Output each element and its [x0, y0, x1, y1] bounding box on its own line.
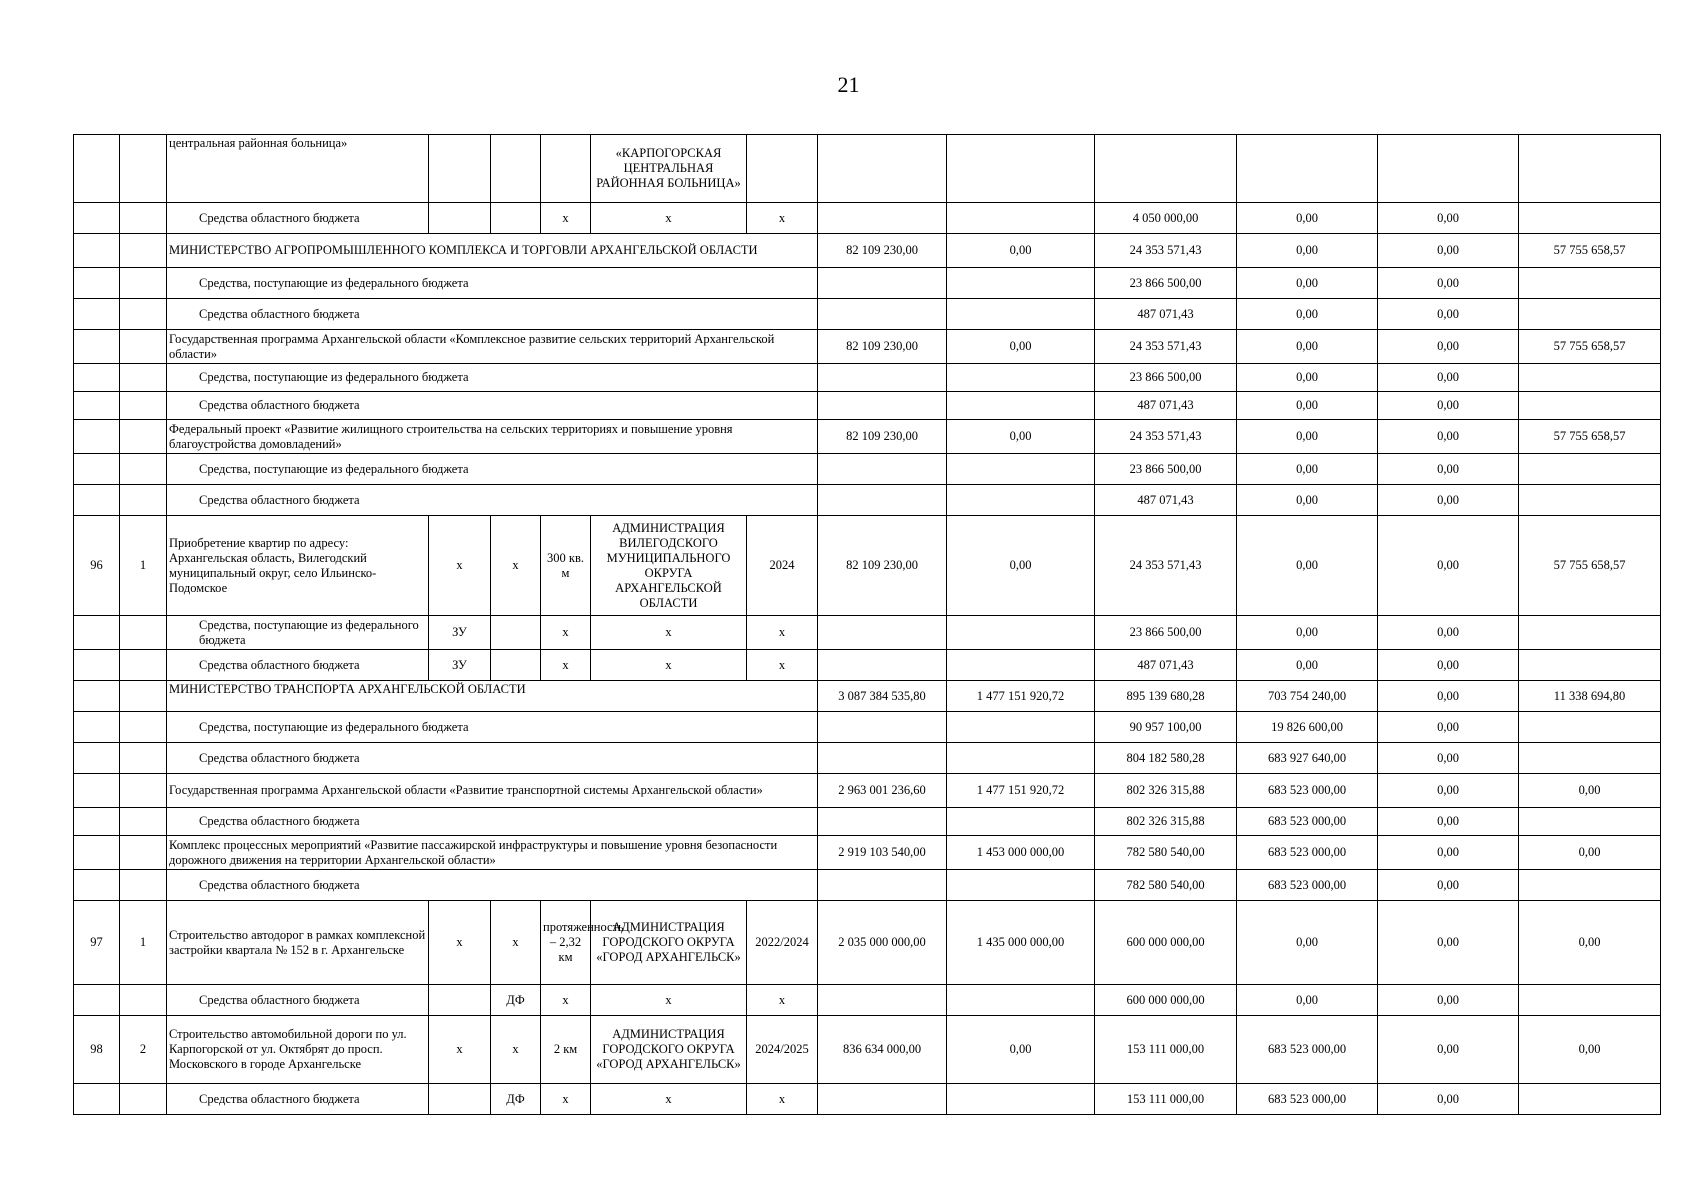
amount-v3: 24 353 571,43	[1095, 420, 1237, 454]
row-number	[74, 808, 120, 836]
funding-source-name: Средства областного бюджета	[167, 203, 429, 234]
row-sub-number	[120, 330, 167, 364]
row-number	[74, 681, 120, 712]
table-row	[74, 870, 1661, 901]
amount-v5: 0,00	[1378, 650, 1519, 681]
customer-cell: x	[591, 985, 747, 1016]
amount-v3: 90 957 100,00	[1095, 712, 1237, 743]
row-sub-number	[120, 234, 167, 268]
amount-v3: 23 866 500,00	[1095, 364, 1237, 392]
row-sub-number	[120, 836, 167, 870]
cell-col5: x	[491, 901, 541, 985]
cell-col5: x	[491, 516, 541, 616]
row-sub-number	[120, 985, 167, 1016]
amount-v6	[1519, 299, 1661, 330]
amount-v3: 24 353 571,43	[1095, 516, 1237, 616]
row-sub-number	[120, 1084, 167, 1115]
row-sub-number	[120, 364, 167, 392]
cell-col5	[491, 650, 541, 681]
table-row	[74, 392, 1661, 420]
amount-v2: 1 477 151 920,72	[947, 774, 1095, 808]
amount-v3: 782 580 540,00	[1095, 870, 1237, 901]
cell-col5	[491, 135, 541, 203]
amount-v5: 0,00	[1378, 268, 1519, 299]
row-sub-number	[120, 135, 167, 203]
cell-col4	[429, 1084, 491, 1115]
table-row	[74, 650, 1661, 681]
section-name: Федеральный проект «Развитие жилищного строительства на сельских территориях и повышение уровня благоустройства домовладений»	[167, 420, 818, 454]
amount-v3: 487 071,43	[1095, 392, 1237, 420]
amount-v4: 0,00	[1237, 985, 1378, 1016]
amount-v4: 0,00	[1237, 364, 1378, 392]
cell-col5	[491, 203, 541, 234]
amount-v6	[1519, 392, 1661, 420]
amount-v2	[947, 870, 1095, 901]
row-sub-number	[120, 712, 167, 743]
row-sub-number	[120, 681, 167, 712]
amount-v3: 802 326 315,88	[1095, 808, 1237, 836]
amount-v4: 683 523 000,00	[1237, 808, 1378, 836]
amount-v5: 0,00	[1378, 364, 1519, 392]
capacity-cell: x	[541, 203, 591, 234]
capacity-cell	[541, 135, 591, 203]
amount-v3: 782 580 540,00	[1095, 836, 1237, 870]
amount-v3	[1095, 135, 1237, 203]
cell-col4	[429, 203, 491, 234]
cell-col4	[429, 985, 491, 1016]
table-row	[74, 268, 1661, 299]
amount-v4: 0,00	[1237, 901, 1378, 985]
table-row	[74, 516, 1661, 616]
amount-v1	[818, 268, 947, 299]
row-sub-number	[120, 268, 167, 299]
row-number	[74, 870, 120, 901]
section-name: МИНИСТЕРСТВО ТРАНСПОРТА АРХАНГЕЛЬСКОЙ ОБЛАСТИ	[167, 681, 818, 712]
section-name: МИНИСТЕРСТВО АГРОПРОМЫШЛЕННОГО КОМПЛЕКСА И ТОРГОВЛИ АРХАНГЕЛЬСКОЙ ОБЛАСТИ	[167, 234, 818, 268]
funding-source-name: Средства областного бюджета	[167, 808, 818, 836]
row-sub-number	[120, 454, 167, 485]
amount-v2	[947, 1084, 1095, 1115]
amount-v1: 82 109 230,00	[818, 330, 947, 364]
period-cell: x	[747, 1084, 818, 1115]
table-row	[74, 743, 1661, 774]
amount-v1	[818, 650, 947, 681]
amount-v4: 683 523 000,00	[1237, 774, 1378, 808]
row-number	[74, 743, 120, 774]
amount-v3: 23 866 500,00	[1095, 616, 1237, 650]
amount-v4: 703 754 240,00	[1237, 681, 1378, 712]
cell-col5: ДФ	[491, 1084, 541, 1115]
cell-col5: x	[491, 1016, 541, 1084]
row-sub-number	[120, 203, 167, 234]
cell-col4: x	[429, 1016, 491, 1084]
table-row	[74, 299, 1661, 330]
amount-v6: 0,00	[1519, 836, 1661, 870]
row-sub-number	[120, 743, 167, 774]
amount-v5: 0,00	[1378, 234, 1519, 268]
amount-v2	[947, 712, 1095, 743]
row-number	[74, 234, 120, 268]
object-name: Строительство автодорог в рамках комплексной застройки квартала № 152 в г. Архангельске	[167, 901, 429, 985]
amount-v2	[947, 616, 1095, 650]
amount-v6: 57 755 658,57	[1519, 516, 1661, 616]
amount-v5: 0,00	[1378, 454, 1519, 485]
amount-v6	[1519, 985, 1661, 1016]
table-row	[74, 985, 1661, 1016]
table-row	[74, 901, 1661, 985]
amount-v3: 487 071,43	[1095, 299, 1237, 330]
row-number	[74, 985, 120, 1016]
amount-v5: 0,00	[1378, 985, 1519, 1016]
amount-v2	[947, 743, 1095, 774]
amount-v1	[818, 364, 947, 392]
amount-v1	[818, 392, 947, 420]
amount-v5: 0,00	[1378, 870, 1519, 901]
row-number	[74, 1084, 120, 1115]
row-number	[74, 485, 120, 516]
amount-v2	[947, 299, 1095, 330]
period-cell: x	[747, 616, 818, 650]
amount-v4	[1237, 135, 1378, 203]
period-cell: 2024	[747, 516, 818, 616]
amount-v1	[818, 299, 947, 330]
amount-v1: 2 963 001 236,60	[818, 774, 947, 808]
row-number: 96	[74, 516, 120, 616]
amount-v6: 57 755 658,57	[1519, 420, 1661, 454]
amount-v5	[1378, 135, 1519, 203]
cell-col4: x	[429, 516, 491, 616]
amount-v6	[1519, 454, 1661, 485]
customer-cell: x	[591, 1084, 747, 1115]
amount-v4: 683 523 000,00	[1237, 1016, 1378, 1084]
amount-v4: 0,00	[1237, 420, 1378, 454]
amount-v6: 0,00	[1519, 901, 1661, 985]
amount-v6	[1519, 712, 1661, 743]
section-name: Государственная программа Архангельской области «Развитие транспортной системы Архангельской области»	[167, 774, 818, 808]
amount-v1	[818, 135, 947, 203]
amount-v1	[818, 454, 947, 485]
amount-v1: 2 035 000 000,00	[818, 901, 947, 985]
amount-v5: 0,00	[1378, 808, 1519, 836]
amount-v1	[818, 485, 947, 516]
amount-v1: 82 109 230,00	[818, 516, 947, 616]
amount-v5: 0,00	[1378, 1016, 1519, 1084]
period-cell: x	[747, 985, 818, 1016]
capacity-cell: 300 кв. м	[541, 516, 591, 616]
amount-v1: 3 087 384 535,80	[818, 681, 947, 712]
amount-v1	[818, 870, 947, 901]
row-number	[74, 616, 120, 650]
row-number	[74, 135, 120, 203]
amount-v1	[818, 743, 947, 774]
amount-v5: 0,00	[1378, 616, 1519, 650]
row-number	[74, 836, 120, 870]
amount-v6: 57 755 658,57	[1519, 234, 1661, 268]
funding-source-name: Средства областного бюджета	[167, 485, 818, 516]
customer-cell: АДМИНИСТРАЦИЯ ГОРОДСКОГО ОКРУГА «ГОРОД АРХАНГЕЛЬСК»	[591, 1016, 747, 1084]
section-name: Государственная программа Архангельской области «Комплексное развитие сельских территорий Архангельской области»	[167, 330, 818, 364]
row-sub-number	[120, 485, 167, 516]
amount-v4: 0,00	[1237, 299, 1378, 330]
row-sub-number	[120, 299, 167, 330]
period-cell: x	[747, 650, 818, 681]
amount-v5: 0,00	[1378, 774, 1519, 808]
amount-v5: 0,00	[1378, 681, 1519, 712]
row-number	[74, 364, 120, 392]
amount-v3: 600 000 000,00	[1095, 901, 1237, 985]
amount-v1: 82 109 230,00	[818, 234, 947, 268]
customer-cell: АДМИНИСТРАЦИЯ ГОРОДСКОГО ОКРУГА «ГОРОД АРХАНГЕЛЬСК»	[591, 901, 747, 985]
row-sub-number	[120, 774, 167, 808]
table-row	[74, 485, 1661, 516]
amount-v3: 4 050 000,00	[1095, 203, 1237, 234]
amount-v3: 24 353 571,43	[1095, 330, 1237, 364]
row-number	[74, 203, 120, 234]
amount-v2: 0,00	[947, 516, 1095, 616]
table-row	[74, 420, 1661, 454]
amount-v1: 82 109 230,00	[818, 420, 947, 454]
amount-v2	[947, 454, 1095, 485]
amount-v1	[818, 808, 947, 836]
amount-v4: 0,00	[1237, 234, 1378, 268]
amount-v5: 0,00	[1378, 203, 1519, 234]
capacity-cell: x	[541, 1084, 591, 1115]
row-sub-number: 2	[120, 1016, 167, 1084]
amount-v5: 0,00	[1378, 743, 1519, 774]
row-number	[74, 330, 120, 364]
amount-v6	[1519, 650, 1661, 681]
table-row	[74, 135, 1661, 203]
amount-v2	[947, 392, 1095, 420]
amount-v3: 23 866 500,00	[1095, 454, 1237, 485]
row-number	[74, 268, 120, 299]
object-name: центральная районная больница»	[167, 135, 429, 203]
table-row	[74, 774, 1661, 808]
row-sub-number	[120, 870, 167, 901]
amount-v4: 0,00	[1237, 268, 1378, 299]
amount-v5: 0,00	[1378, 901, 1519, 985]
table-row	[74, 808, 1661, 836]
amount-v4: 0,00	[1237, 485, 1378, 516]
row-number	[74, 712, 120, 743]
table-row	[74, 712, 1661, 743]
page-number: 21	[837, 72, 860, 97]
amount-v6	[1519, 364, 1661, 392]
customer-cell: x	[591, 616, 747, 650]
funding-source-name: Средства областного бюджета	[167, 299, 818, 330]
amount-v5: 0,00	[1378, 712, 1519, 743]
amount-v4: 683 927 640,00	[1237, 743, 1378, 774]
amount-v1	[818, 1084, 947, 1115]
amount-v2	[947, 268, 1095, 299]
row-number: 98	[74, 1016, 120, 1084]
amount-v1: 836 634 000,00	[818, 1016, 947, 1084]
amount-v3: 153 111 000,00	[1095, 1016, 1237, 1084]
object-name: Приобретение квартир по адресу: Архангельская область, Вилегодский муниципальный округ, село Ильинско-Подомское	[167, 516, 429, 616]
table-row	[74, 1016, 1661, 1084]
row-sub-number	[120, 616, 167, 650]
amount-v3: 153 111 000,00	[1095, 1084, 1237, 1115]
amount-v2	[947, 650, 1095, 681]
amount-v6: 57 755 658,57	[1519, 330, 1661, 364]
capacity-cell: x	[541, 650, 591, 681]
cell-col5: ДФ	[491, 985, 541, 1016]
period-cell: 2022/2024	[747, 901, 818, 985]
amount-v2: 1 453 000 000,00	[947, 836, 1095, 870]
object-name: Строительство автомобильной дороги по ул. Карпогорской от ул. Октябрят до просп. Московского в городе Архангельске	[167, 1016, 429, 1084]
amount-v5: 0,00	[1378, 1084, 1519, 1115]
funding-source-name: Средства областного бюджета	[167, 1084, 429, 1115]
amount-v2	[947, 364, 1095, 392]
amount-v1	[818, 712, 947, 743]
amount-v6	[1519, 268, 1661, 299]
amount-v2: 0,00	[947, 330, 1095, 364]
amount-v3: 804 182 580,28	[1095, 743, 1237, 774]
row-sub-number: 1	[120, 516, 167, 616]
capacity-cell: x	[541, 985, 591, 1016]
amount-v4: 0,00	[1237, 330, 1378, 364]
customer-cell: АДМИНИСТРАЦИЯ ВИЛЕГОДСКОГО МУНИЦИПАЛЬНОГО ОКРУГА АРХАНГЕЛЬСКОЙ ОБЛАСТИ	[591, 516, 747, 616]
amount-v4: 0,00	[1237, 392, 1378, 420]
amount-v2: 0,00	[947, 420, 1095, 454]
funding-source-name: Средства областного бюджета	[167, 870, 818, 901]
row-sub-number	[120, 420, 167, 454]
cell-col5	[491, 616, 541, 650]
amount-v6: 11 338 694,80	[1519, 681, 1661, 712]
table-row	[74, 330, 1661, 364]
amount-v5: 0,00	[1378, 836, 1519, 870]
amount-v2	[947, 485, 1095, 516]
row-number	[74, 650, 120, 681]
table-row	[74, 836, 1661, 870]
table-row	[74, 203, 1661, 234]
capacity-cell: 2 км	[541, 1016, 591, 1084]
funding-source-name: Средства, поступающие из федерального бюджета	[167, 454, 818, 485]
amount-v2: 0,00	[947, 234, 1095, 268]
cell-col4: x	[429, 901, 491, 985]
amount-v2	[947, 135, 1095, 203]
amount-v3: 23 866 500,00	[1095, 268, 1237, 299]
amount-v3: 487 071,43	[1095, 650, 1237, 681]
funding-source-name: Средства областного бюджета	[167, 743, 818, 774]
row-number	[74, 774, 120, 808]
amount-v1	[818, 616, 947, 650]
amount-v2	[947, 203, 1095, 234]
amount-v3: 487 071,43	[1095, 485, 1237, 516]
amount-v3: 24 353 571,43	[1095, 234, 1237, 268]
amount-v6	[1519, 485, 1661, 516]
row-sub-number	[120, 392, 167, 420]
funding-source-name: Средства, поступающие из федерального бюджета	[167, 268, 818, 299]
cell-col4: ЗУ	[429, 650, 491, 681]
amount-v4: 683 523 000,00	[1237, 870, 1378, 901]
amount-v5: 0,00	[1378, 299, 1519, 330]
customer-cell: «КАРПОГОРСКАЯ ЦЕНТРАЛЬНАЯ РАЙОННАЯ БОЛЬНИЦА»	[591, 135, 747, 203]
amount-v4: 0,00	[1237, 454, 1378, 485]
amount-v6: 0,00	[1519, 774, 1661, 808]
funding-source-name: Средства, поступающие из федерального бюджета	[167, 712, 818, 743]
amount-v6	[1519, 1084, 1661, 1115]
amount-v4: 19 826 600,00	[1237, 712, 1378, 743]
period-cell	[747, 135, 818, 203]
row-number	[74, 299, 120, 330]
amount-v5: 0,00	[1378, 330, 1519, 364]
funding-source-name: Средства областного бюджета	[167, 650, 429, 681]
amount-v4: 0,00	[1237, 650, 1378, 681]
amount-v3: 600 000 000,00	[1095, 985, 1237, 1016]
cell-col4	[429, 135, 491, 203]
amount-v1: 2 919 103 540,00	[818, 836, 947, 870]
row-number	[74, 392, 120, 420]
section-name: Комплекс процессных мероприятий «Развитие пассажирской инфраструктуры и повышение уровня безопасности дорожного движения на территории Архангельской области»	[167, 836, 818, 870]
amount-v5: 0,00	[1378, 392, 1519, 420]
amount-v6	[1519, 203, 1661, 234]
amount-v6	[1519, 808, 1661, 836]
row-number	[74, 420, 120, 454]
customer-cell: x	[591, 203, 747, 234]
amount-v3: 895 139 680,28	[1095, 681, 1237, 712]
amount-v4: 0,00	[1237, 516, 1378, 616]
amount-v5: 0,00	[1378, 516, 1519, 616]
row-number: 97	[74, 901, 120, 985]
row-sub-number: 1	[120, 901, 167, 985]
amount-v4: 683 523 000,00	[1237, 1084, 1378, 1115]
amount-v2: 1 435 000 000,00	[947, 901, 1095, 985]
table-row	[74, 454, 1661, 485]
table-row	[74, 1084, 1661, 1115]
funding-source-name: Средства, поступающие из федерального бюджета	[167, 616, 429, 650]
table-row	[74, 364, 1661, 392]
table-row	[74, 234, 1661, 268]
amount-v5: 0,00	[1378, 420, 1519, 454]
amount-v1	[818, 985, 947, 1016]
amount-v4: 0,00	[1237, 203, 1378, 234]
table-row	[74, 616, 1661, 650]
amount-v4: 0,00	[1237, 616, 1378, 650]
customer-cell: x	[591, 650, 747, 681]
funding-source-name: Средства областного бюджета	[167, 985, 429, 1016]
row-number	[74, 454, 120, 485]
amount-v6	[1519, 743, 1661, 774]
amount-v3: 802 326 315,88	[1095, 774, 1237, 808]
amount-v5: 0,00	[1378, 485, 1519, 516]
cell-col4: ЗУ	[429, 616, 491, 650]
row-sub-number	[120, 808, 167, 836]
amount-v6	[1519, 870, 1661, 901]
amount-v1	[818, 203, 947, 234]
amount-v2	[947, 985, 1095, 1016]
budget-table	[73, 134, 1661, 1115]
amount-v2: 0,00	[947, 1016, 1095, 1084]
amount-v4: 683 523 000,00	[1237, 836, 1378, 870]
funding-source-name: Средства, поступающие из федерального бюджета	[167, 364, 818, 392]
funding-source-name: Средства областного бюджета	[167, 392, 818, 420]
amount-v2	[947, 808, 1095, 836]
capacity-cell: x	[541, 616, 591, 650]
amount-v6: 0,00	[1519, 1016, 1661, 1084]
period-cell: 2024/2025	[747, 1016, 818, 1084]
table-row	[74, 681, 1661, 712]
capacity-cell: протяженность – 2,32 км	[541, 901, 591, 985]
amount-v6	[1519, 616, 1661, 650]
period-cell: x	[747, 203, 818, 234]
row-sub-number	[120, 650, 167, 681]
amount-v2: 1 477 151 920,72	[947, 681, 1095, 712]
amount-v6	[1519, 135, 1661, 203]
